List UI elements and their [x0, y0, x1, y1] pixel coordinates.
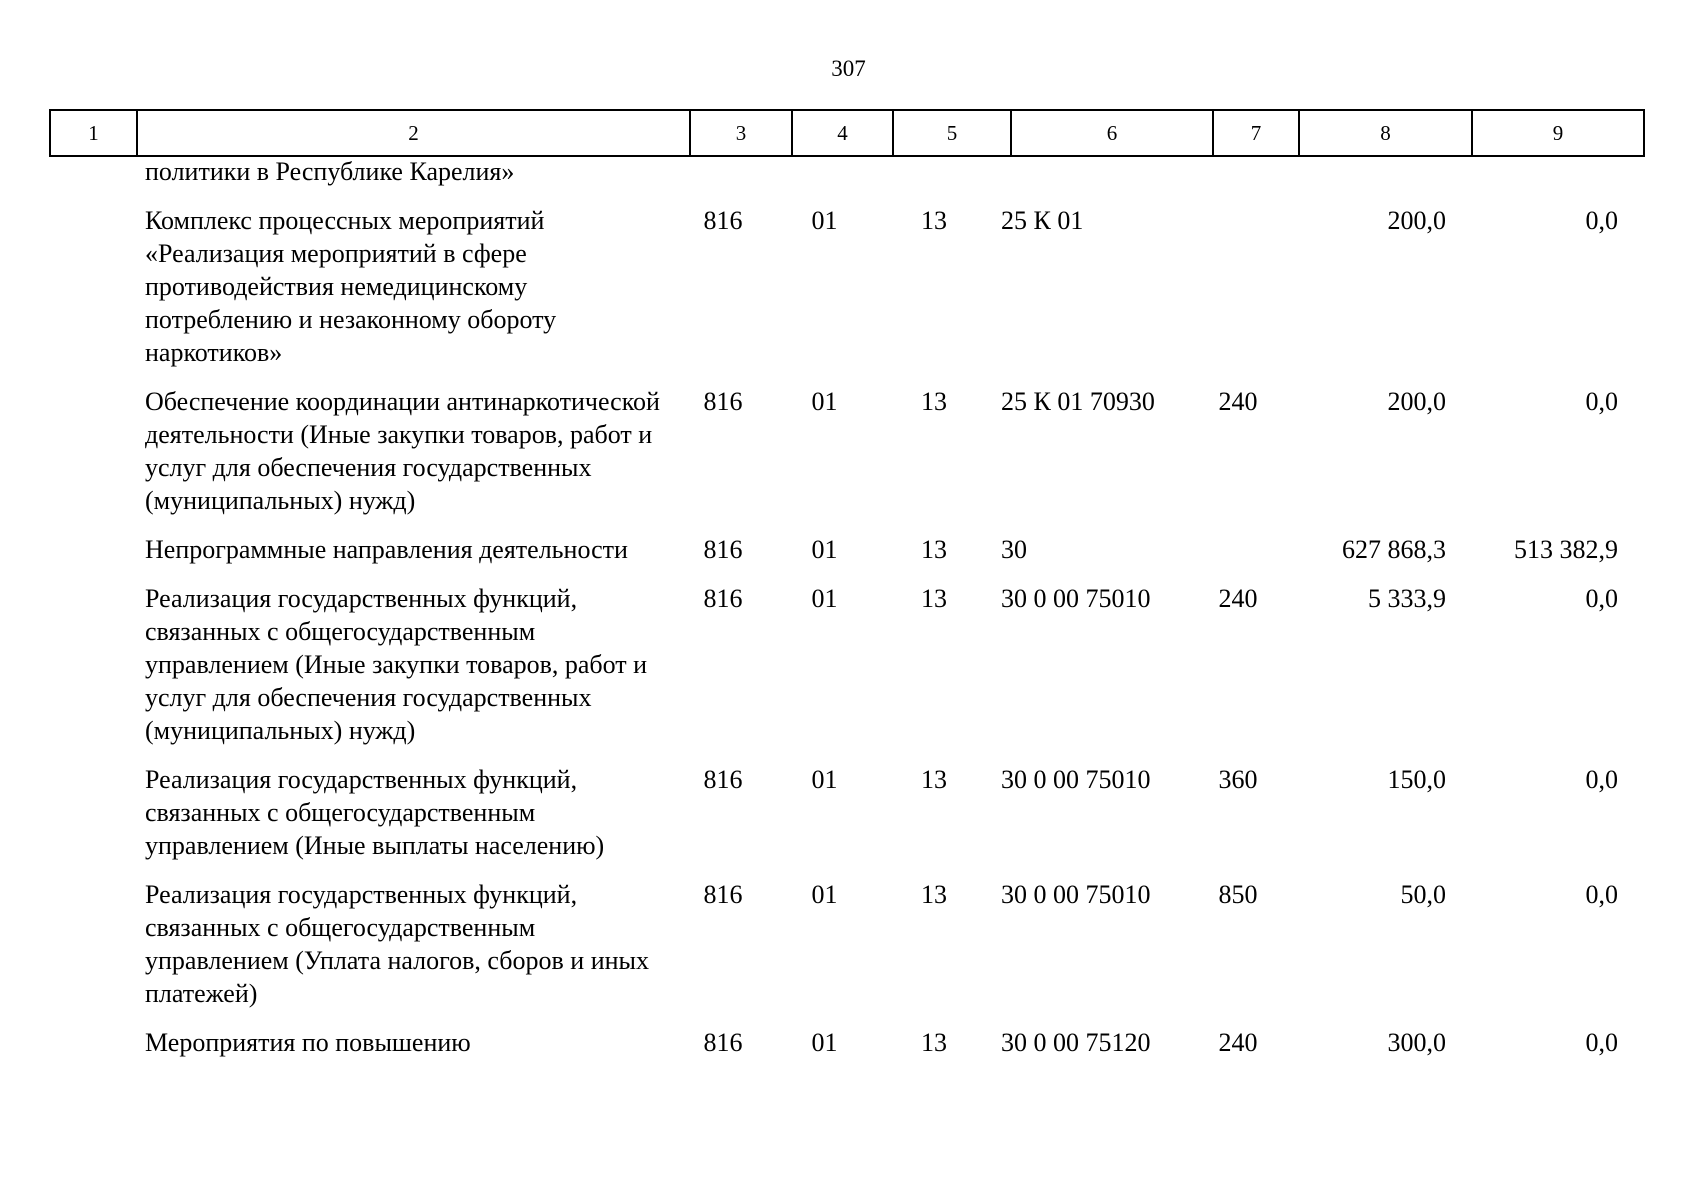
- cell-col-5: 13: [921, 206, 947, 235]
- page-number: 307: [831, 56, 866, 81]
- header-col-4: 4: [792, 110, 893, 156]
- table-row: [49, 1026, 1643, 1059]
- header-col-7: 7: [1213, 110, 1299, 156]
- table-row: [49, 582, 1643, 747]
- cell-col-9: 0,0: [1585, 584, 1618, 613]
- cell-col-4: 01: [811, 387, 838, 416]
- table-row: [49, 763, 1643, 862]
- header-col-3: 3: [690, 110, 792, 156]
- cell-col-7: 240: [1218, 1028, 1258, 1057]
- cell-col-8: 200,0: [1387, 206, 1446, 235]
- cell-name: политики в Республике Карелия»: [145, 157, 515, 186]
- cell-col-8: 627 868,3: [1342, 535, 1446, 564]
- cell-col-5: 13: [921, 387, 947, 416]
- cell-col-7: 240: [1218, 584, 1258, 613]
- cell-name: Реализация государственных функций, связанных с общегосударственным управлением (Иные закупки товаров, работ и услуг для обеспечения государственных (муниципальных) нужд): [145, 584, 648, 745]
- cell-col-5: 13: [921, 584, 947, 613]
- cell-col-3: 816: [703, 387, 743, 416]
- cell-col-9: 0,0: [1585, 880, 1618, 909]
- cell-name: Непрограммные направления деятельности: [145, 535, 628, 564]
- cell-col-4: 01: [811, 1028, 838, 1057]
- cell-col-8: 300,0: [1387, 1028, 1446, 1057]
- cell-name: Реализация государственных функций, связанных с общегосударственным управлением (Иные выплаты населению): [145, 765, 605, 860]
- cell-col-4: 01: [811, 206, 838, 235]
- cell-name: Комплекс процессных мероприятий «Реализация мероприятий в сфере противодействия немедицинскому потреблению и незаконному обороту наркотиков»: [145, 206, 557, 367]
- cell-col-5: 13: [921, 880, 947, 909]
- header-col-8: 8: [1299, 110, 1472, 156]
- cell-col-8: 200,0: [1387, 387, 1446, 416]
- cell-col-7: 850: [1218, 880, 1258, 909]
- budget-table-body: [49, 155, 1643, 1075]
- cell-col-4: 01: [811, 765, 838, 794]
- cell-col-6: 30 0 00 75120: [1001, 1028, 1151, 1057]
- cell-col-3: 816: [703, 584, 743, 613]
- cell-name: Реализация государственных функций, связанных с общегосударственным управлением (Уплата налогов, сборов и иных платежей): [145, 880, 650, 1008]
- cell-col-7: 360: [1218, 765, 1258, 794]
- cell-col-6: 30 0 00 75010: [1001, 584, 1151, 613]
- cell-col-9: 0,0: [1585, 1028, 1618, 1057]
- table-row: [49, 533, 1643, 566]
- cell-col-6: 30 0 00 75010: [1001, 765, 1151, 794]
- cell-name: Мероприятия по повышению: [145, 1028, 471, 1057]
- cell-col-9: 0,0: [1585, 387, 1618, 416]
- cell-col-3: 816: [703, 880, 743, 909]
- cell-col-8: 150,0: [1387, 765, 1446, 794]
- table-row: [49, 155, 1643, 188]
- cell-col-7: 240: [1218, 387, 1258, 416]
- cell-col-9: 513 382,9: [1514, 535, 1618, 564]
- cell-col-6: 25 К 01: [1001, 206, 1084, 235]
- cell-col-8: 5 333,9: [1368, 584, 1446, 613]
- cell-col-9: 0,0: [1585, 765, 1618, 794]
- header-col-2: 2: [137, 110, 690, 156]
- cell-col-4: 01: [811, 880, 838, 909]
- cell-col-5: 13: [921, 1028, 947, 1057]
- cell-col-3: 816: [703, 206, 743, 235]
- header-col-6: 6: [1011, 110, 1213, 156]
- cell-col-6: 30: [1001, 535, 1027, 564]
- cell-col-3: 816: [703, 765, 743, 794]
- cell-col-5: 13: [921, 535, 947, 564]
- cell-col-5: 13: [921, 765, 947, 794]
- table-row: [49, 878, 1643, 1010]
- cell-col-4: 01: [811, 535, 838, 564]
- table-row: [49, 385, 1643, 517]
- header-col-1: 1: [50, 110, 137, 156]
- cell-name: Обеспечение координации антинаркотической деятельности (Иные закупки товаров, работ и услуг для обеспечения государственных (муниципальных) нужд): [145, 387, 660, 515]
- column-number-header: [49, 109, 1645, 157]
- cell-col-3: 816: [703, 535, 743, 564]
- cell-col-3: 816: [703, 1028, 743, 1057]
- table-row: [49, 204, 1643, 369]
- cell-col-9: 0,0: [1585, 206, 1618, 235]
- cell-col-6: 30 0 00 75010: [1001, 880, 1151, 909]
- header-col-5: 5: [893, 110, 1011, 156]
- cell-col-4: 01: [811, 584, 838, 613]
- cell-col-8: 50,0: [1400, 880, 1446, 909]
- cell-col-6: 25 К 01 70930: [1001, 387, 1155, 416]
- header-col-9: 9: [1472, 110, 1644, 156]
